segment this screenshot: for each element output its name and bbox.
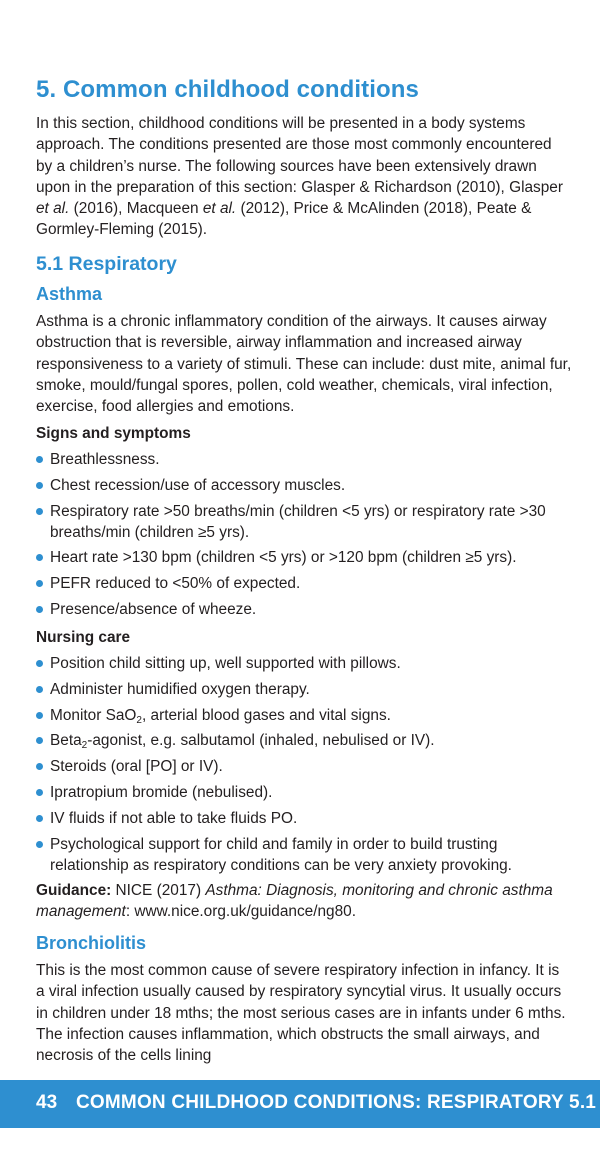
list-item: Psychological support for child and family in order to build trusting relationship as respiratory conditions can be very anxiety provoking. — [36, 834, 572, 876]
chapter-heading: 5. Common childhood conditions — [36, 76, 419, 103]
list-item: Beta$_2$-agonist, e.g. salbutamol (inhaled, nebulised or IV). — [36, 730, 572, 751]
running-title: COMMON CHILDHOOD CONDITIONS: RESPIRATORY 5.1 — [76, 1092, 597, 1113]
bullet-icon — [36, 789, 43, 796]
page-number: 43 — [36, 1092, 58, 1113]
section-heading-respiratory: 5.1 Respiratory — [36, 253, 177, 275]
guidance-note: Guidance: NICE (2017) Asthma: Diagnosis, monitoring and chronic asthma management: www.nice.org.uk/guidance/ng80. — [36, 882, 553, 921]
list-item: Monitor SaO$_2$, arterial blood gases and vital signs. — [36, 705, 572, 726]
bullet-icon — [36, 686, 43, 693]
bullet-icon — [36, 841, 43, 848]
nursing-care-list — [36, 653, 572, 880]
bullet-icon — [36, 763, 43, 770]
bullet-icon — [36, 456, 43, 463]
bullet-icon — [36, 554, 43, 561]
bullet-icon — [36, 660, 43, 667]
signs-symptoms-heading: Signs and symptoms — [36, 425, 191, 442]
list-item: PEFR reduced to <50% of expected. — [36, 573, 572, 594]
bullet-icon — [36, 482, 43, 489]
asthma-description: Asthma is a chronic inflammatory condition of the airways. It causes airway obstruction that is reversible, airway inflammation and increased airway responsiveness to a variety of stimuli. These can include: dust mite, animal fur, smoke, mould/fungal spores, pollen, cold weather, chemicals, viral infection, exercise, food allergies and emotions. — [36, 313, 572, 416]
bullet-icon — [36, 606, 43, 613]
list-item: Ipratropium bromide (nebulised). — [36, 782, 572, 803]
list-item: Heart rate >130 bpm (children <5 yrs) or >120 bpm (children ≥5 yrs). — [36, 547, 572, 568]
bronchiolitis-description: This is the most common cause of severe respiratory infection in infancy. It is a viral infection usually caused by respiratory syncytial virus. It usually occurs in children under 18 mths; the most serious cases are in infants under 6 mths. The infection causes inflammation, which obstructs the small airways, and necrosis of the cells lining — [36, 962, 566, 1065]
intro-paragraph: In this section, childhood conditions will be presented in a body systems approach. The conditions presented are those most commonly encountered by a children’s nurse. The following sources have been extensively drawn upon in the preparation of this section: Glasper & Richardson (2010), Glasper et al. (2016), Macqueen et al. (2012), Price & McAlinden (2018), Peate & Gormley-Fleming (2015). — [36, 115, 563, 239]
list-item: Presence/absence of wheeze. — [36, 599, 572, 620]
bullet-icon — [36, 508, 43, 515]
list-item: Respiratory rate >50 breaths/min (children <5 yrs) or respiratory rate >30 breaths/min (children ≥5 yrs). — [36, 501, 572, 543]
list-item: Position child sitting up, well supported with pillows. — [36, 653, 572, 674]
list-item: Breathlessness. — [36, 449, 572, 470]
bullet-icon — [36, 737, 43, 744]
bullet-icon — [36, 580, 43, 587]
subheading-bronchiolitis: Bronchiolitis — [36, 933, 147, 953]
bullet-icon — [36, 712, 43, 719]
nursing-care-heading: Nursing care — [36, 629, 131, 646]
signs-symptoms-list — [36, 449, 572, 625]
list-item: Chest recession/use of accessory muscles. — [36, 475, 572, 496]
bullet-icon — [36, 815, 43, 822]
subheading-asthma: Asthma — [36, 284, 103, 304]
list-item: Steroids (oral [PO] or IV). — [36, 756, 572, 777]
list-item: IV fluids if not able to take fluids PO. — [36, 808, 572, 829]
list-item: Administer humidified oxygen therapy. — [36, 679, 572, 700]
page-footer — [0, 1080, 600, 1128]
